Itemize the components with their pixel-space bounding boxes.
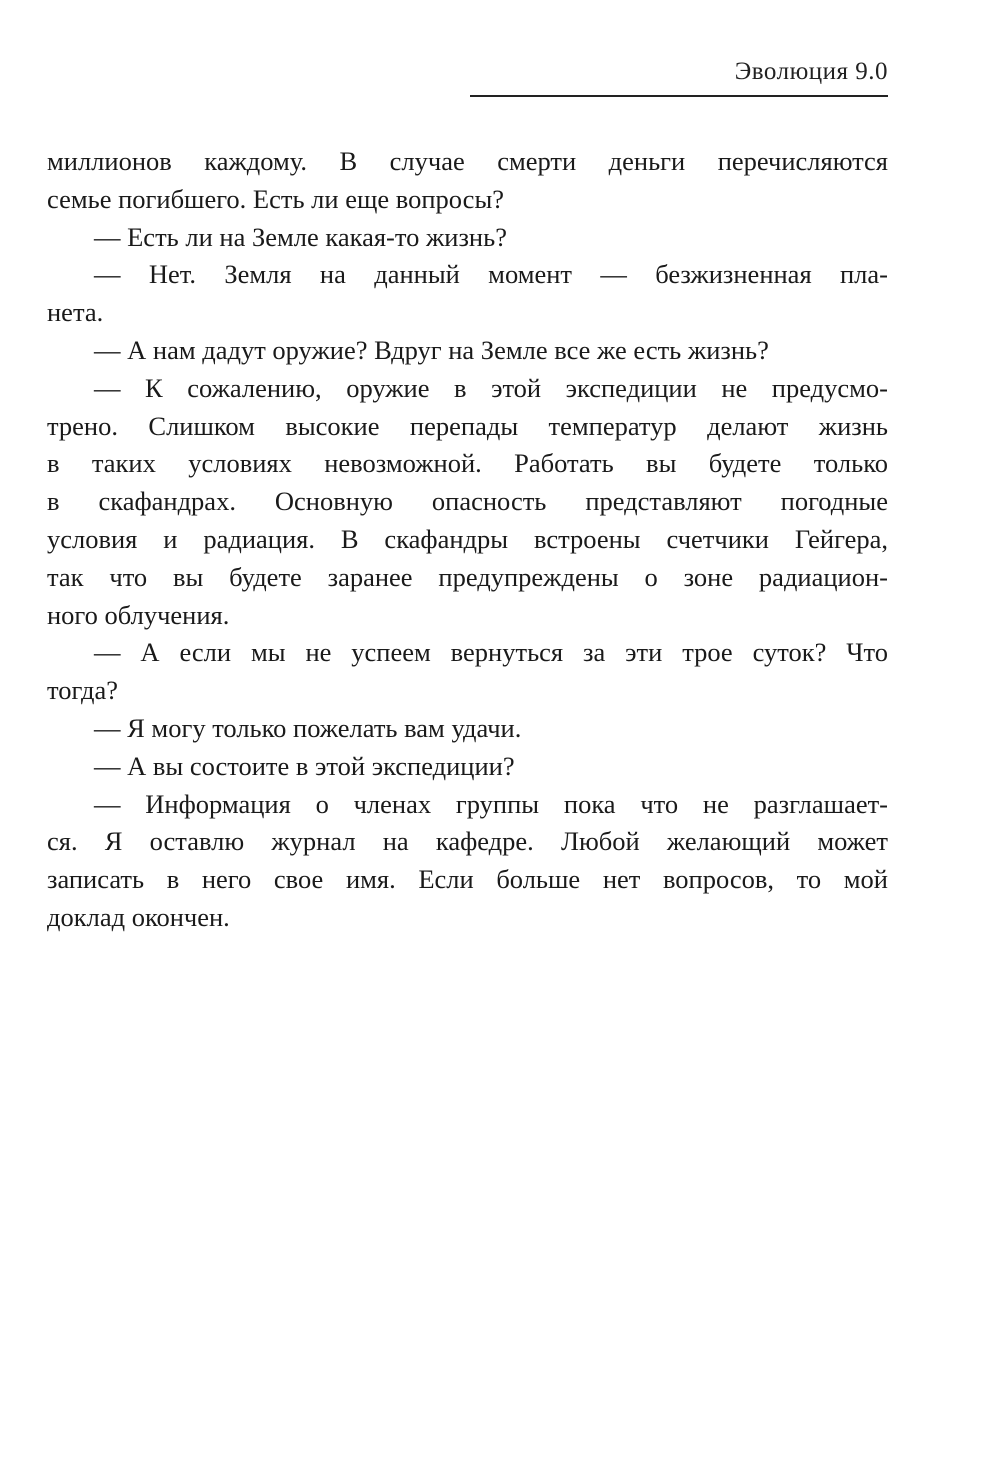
text-line: — К сожалению, оружие в этой экспедиции не предусмо- [94,372,888,403]
header-rule [470,95,888,97]
text-line: миллионов каждому. В случае смерти деньги перечисляются [47,146,888,176]
text-line: трено. Слишком высокие перепады температур делают жизнь [47,410,888,441]
text-line: — Я могу только пожелать вам удачи. [94,712,522,743]
text-line: — А нам дадут оружие? Вдруг на Земле все же есть жизнь? [94,334,769,365]
text-line: — А вы состоите в этой экспедиции? [94,750,515,781]
text-line: в таких условиях невозможной. Работать вы будете только [47,448,888,479]
page-body-text [47,143,888,937]
text-line: тогда? [47,675,119,706]
text-line: нета. [47,297,104,328]
text-line: — А если мы не успеем вернуться за эти трое суток? Что [94,637,888,668]
text-line: ся. Я оставлю журнал на кафедре. Любой желающий может [47,826,888,857]
text-line: доклад окончен. [47,901,230,932]
text-line: — Есть ли на Земле какая-то жизнь? [94,221,507,252]
text-line: семье погибшего. Есть ли еще вопросы? [47,183,505,214]
text-line: в скафандрах. Основную опасность представляют погодные [47,486,888,517]
text-line: ного облучения. [47,599,230,630]
text-line: условия и радиация. В скафандры встроены счетчики Гейгера, [47,523,888,554]
text-line: — Информация о членах группы пока что не разглашает- [94,788,888,819]
running-head-title: Эволюция 9.0 [734,58,888,85]
text-line: так что вы будете заранее предупреждены о зоне радиацион- [47,561,888,592]
text-line: записать в него свое имя. Если больше нет вопросов, то мой [47,864,888,895]
text-line: — Нет. Земля на данный момент — безжизненная пла- [94,259,888,290]
